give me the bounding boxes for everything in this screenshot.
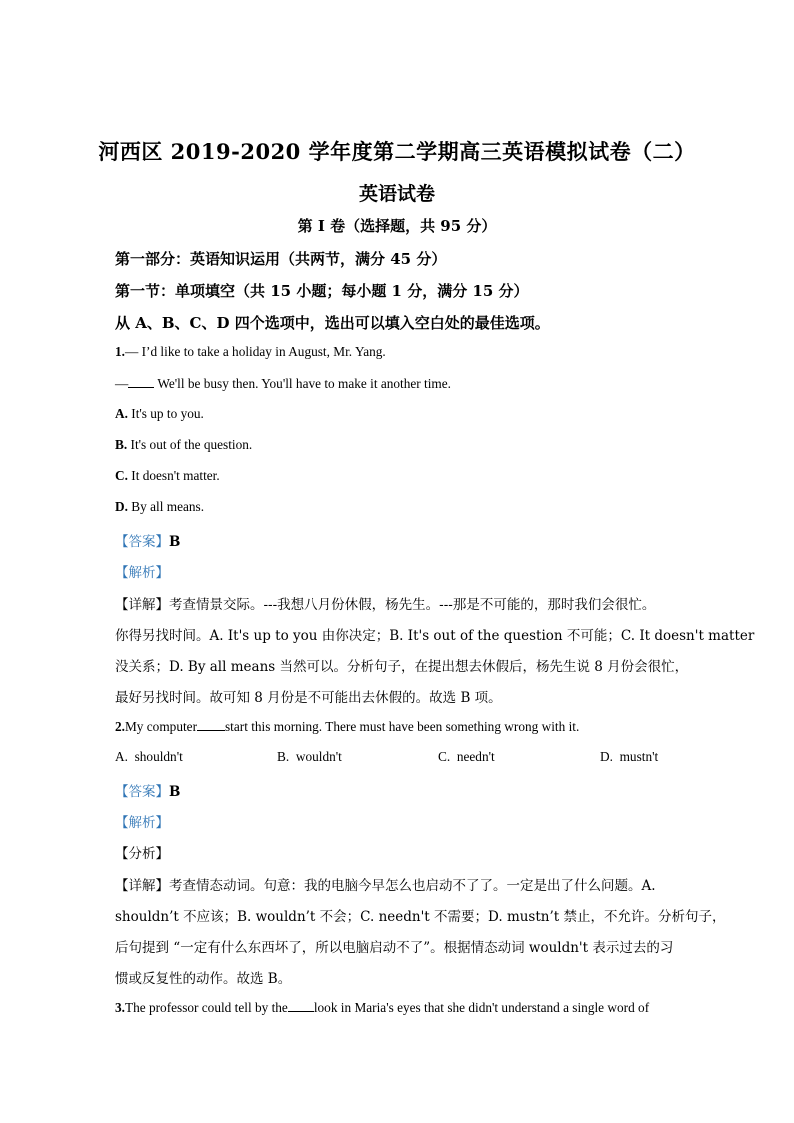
exam-subtitle: 英语试卷 [358, 183, 435, 205]
detail-text: 考查情态动词。句意：我的电脑今早怎么也启动不了了。一定是出了什么问题。A. [169, 878, 656, 894]
q1-detail-line-1 [115, 593, 690, 613]
part1-heading: 第一部分：英语知识运用（共两节，满分 45 分） [115, 250, 447, 268]
q2-analysis-tag: 【解析】 [115, 815, 169, 831]
q2-answer [115, 780, 690, 800]
option-text: It's out of the question. [130, 437, 253, 452]
q2-detail-line-2: shouldn’t 不应该；B. wouldn’t 不会；C. needn't 不需要；D. mustn’t 禁止，不允许。分析句子， [115, 909, 726, 925]
q1-option-d [115, 499, 690, 515]
q1-number: 1. [115, 344, 125, 359]
section1-heading: 第一节：单项填空（共 15 小题；每小题 1 分，满分 15 分） [115, 282, 529, 300]
q1-stem [115, 344, 690, 360]
q3-blank [288, 999, 314, 1012]
option-text: mustn't [619, 749, 659, 764]
answer-value: B [169, 534, 181, 550]
volume-heading: 第 I 卷（选择题，共 95 分） [297, 217, 497, 235]
q2-option-d [600, 749, 658, 765]
q3-stem [115, 999, 690, 1016]
option-letter: A. [115, 749, 128, 764]
q2-stem [115, 718, 690, 735]
q1-option-b [115, 437, 690, 453]
q2-option-a [115, 749, 183, 765]
q1-blank [128, 375, 154, 388]
q3-stem-before: The professor could tell by the [124, 1000, 288, 1015]
q2-option-c [438, 749, 495, 765]
q1-reply-dash: — [115, 376, 129, 391]
q2-option-b [277, 749, 342, 765]
q1-detail-line-4: 最好另找时间。故可知 8 月份是不可能出去休假的。故选 B 项。 [115, 690, 502, 706]
option-letter: D. [115, 499, 128, 514]
option-letter: C. [115, 468, 128, 483]
option-letter: B. [277, 749, 290, 764]
q1-answer [115, 530, 690, 550]
detail-tag: 【详解】 [115, 878, 169, 894]
option-text: wouldn't [295, 749, 342, 764]
option-letter: B. [115, 437, 128, 452]
option-letter: C. [438, 749, 451, 764]
q2-stem-before: My computer [124, 719, 197, 734]
detail-text: 考查情景交际。---我想八月份休假，杨先生。---那是不可能的，那时我们会很忙。 [169, 597, 656, 613]
q2-blank [197, 718, 225, 731]
q3-stem-after: look in Maria's eyes that she didn't understand a single word of [313, 1000, 650, 1015]
option-text: shouldn't [134, 749, 183, 764]
q2-number: 2. [115, 719, 125, 734]
q1-option-c [115, 468, 690, 484]
q2-detail-line-1 [115, 874, 690, 894]
answer-tag: 【答案】 [115, 534, 169, 550]
option-text: By all means. [131, 499, 205, 514]
q1-detail-line-3: 没关系；D. By all means 当然可以。分析句子，在提出想去休假后，杨先生说 8 月份会很忙， [115, 659, 689, 675]
option-text: It's up to you. [131, 406, 204, 421]
option-letter: A. [115, 406, 128, 421]
answer-tag: 【答案】 [115, 784, 169, 800]
q1-detail-line-2: 你得另找时间。A. It's up to you 由你决定；B. It's out of the question 不可能；C. It doesn't matter [115, 628, 755, 644]
q2-stem-after: start this morning. There must have been something wrong with it. [225, 719, 580, 734]
q3-number: 3. [115, 1000, 125, 1015]
option-text: needn't [456, 749, 495, 764]
q1-option-a [115, 406, 690, 422]
option-text: It doesn't matter. [131, 468, 220, 483]
instruction: 从 A、B、C、D 四个选项中，选出可以填入空白处的最佳选项。 [115, 314, 550, 332]
exam-title: 河西区 2019-2020 学年度第二学期高三英语模拟试卷（二） [98, 139, 696, 164]
detail-tag: 【详解】 [115, 597, 169, 613]
q2-detail-line-3: 后句提到 “一定有什么东西坏了，所以电脑启动不了”。根据情态动词 wouldn't 表示过去的习 [115, 940, 674, 956]
answer-value: B [169, 784, 181, 800]
q1-reply [115, 375, 690, 392]
q2-detail-line-4: 惯或反复性的动作。故选 B。 [115, 971, 292, 987]
option-letter: D. [600, 749, 613, 764]
q2-fenxi-tag: 【分析】 [115, 846, 169, 862]
q1-stem-text: — I’d like to take a holiday in August, Mr. Yang. [124, 344, 386, 359]
q1-analysis-tag: 【解析】 [115, 565, 169, 581]
q1-reply-text: We'll be busy then. You'll have to make it another time. [157, 376, 452, 391]
